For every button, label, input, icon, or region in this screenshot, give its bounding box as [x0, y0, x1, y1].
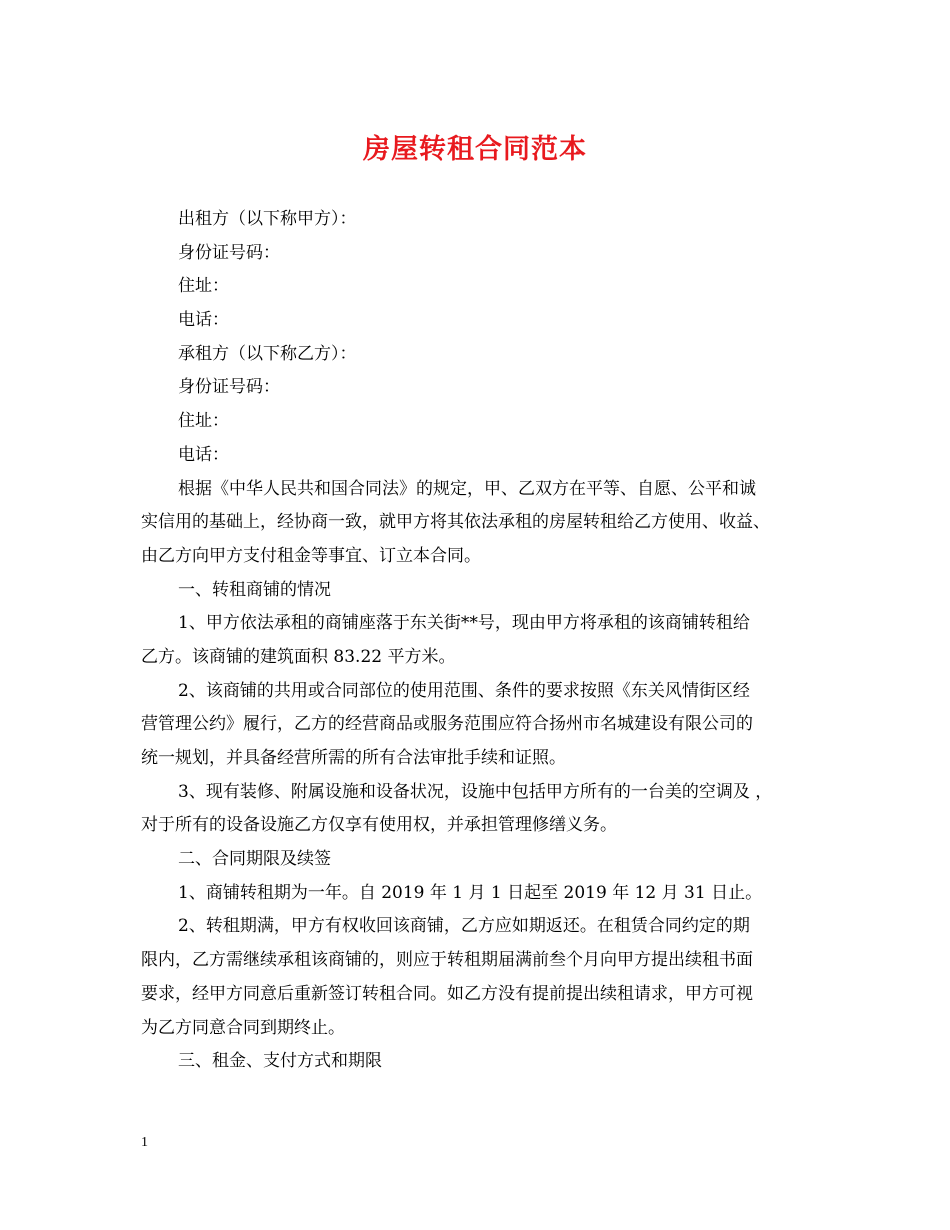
body-line: 为乙方同意合同到期终止。 — [141, 1017, 345, 1038]
body-line: 二、合同期限及续签 — [178, 849, 331, 870]
body-line: 限内，乙方需继续承租该商铺的，则应于转租期届满前叁个月向甲方提出续租书面 — [141, 950, 753, 971]
body-line: 住址： — [178, 411, 229, 432]
body-line: 营管理公约》履行，乙方的经营商品或服务范围应符合扬州市名城建设有限公司的 — [141, 714, 753, 735]
body-line: 2、转租期满，甲方有权收回该商铺，乙方应如期返还。在租赁合同约定的期 — [178, 916, 750, 937]
body-line: 要求，经甲方同意后重新签订转租合同。如乙方没有提前提出续租请求，甲方可视 — [141, 983, 753, 1004]
body-line: 由乙方向甲方支付租金等事宜、订立本合同。 — [141, 545, 481, 566]
body-line: 乙方。该商铺的建筑面积 83.22 平方米。 — [141, 646, 456, 667]
body-line: 承租方（以下称乙方）： — [178, 343, 357, 364]
body-line: 出租方（以下称甲方）： — [178, 209, 357, 229]
body-line: 统一规划，并具备经营所需的所有合法审批手续和证照。 — [141, 748, 566, 768]
body-line: 对于所有的设备设施乙方仅享有使用权，并承担管理修缮义务。 — [141, 815, 617, 836]
body-line: 一、转租商铺的情况 — [178, 579, 331, 600]
body-line: 1、甲方依法承租的商铺座落于东关街**号，现由甲方将承租的该商铺转租给 — [178, 613, 750, 634]
body-line: 身份证号码： — [178, 377, 280, 398]
document-body — [141, 203, 821, 1079]
body-line: 实信用的基础上，经协商一致，就甲方将其依法承租的房屋转租给乙方使用、收益、 — [141, 512, 770, 533]
document-title: 房屋转租合同范本 — [363, 134, 587, 165]
body-line: 电话： — [178, 444, 229, 465]
body-line: 3、现有装修、附属设施和设备状况，设施中包括甲方所有的一台美的空调及 ， — [178, 781, 773, 802]
body-line: 三、租金、支付方式和期限 — [178, 1051, 382, 1072]
body-line: 1、商铺转租期为一年。自 2019 年 1 月 1 日起至 2019 年 12 月 31 日止。 — [178, 882, 763, 903]
body-line: 根据《中华人民共和国合同法》的规定，甲、乙双方在平等、自愿、公平和诚 — [178, 478, 756, 499]
body-line: 住址： — [178, 276, 229, 297]
body-line: 2、该商铺的共用或合同部位的使用范围、条件的要求按照《东关风情街区经 — [178, 680, 750, 701]
body-line: 身份证号码： — [178, 242, 280, 263]
body-line: 电话： — [178, 310, 229, 331]
page-number: 1 — [141, 1135, 148, 1150]
